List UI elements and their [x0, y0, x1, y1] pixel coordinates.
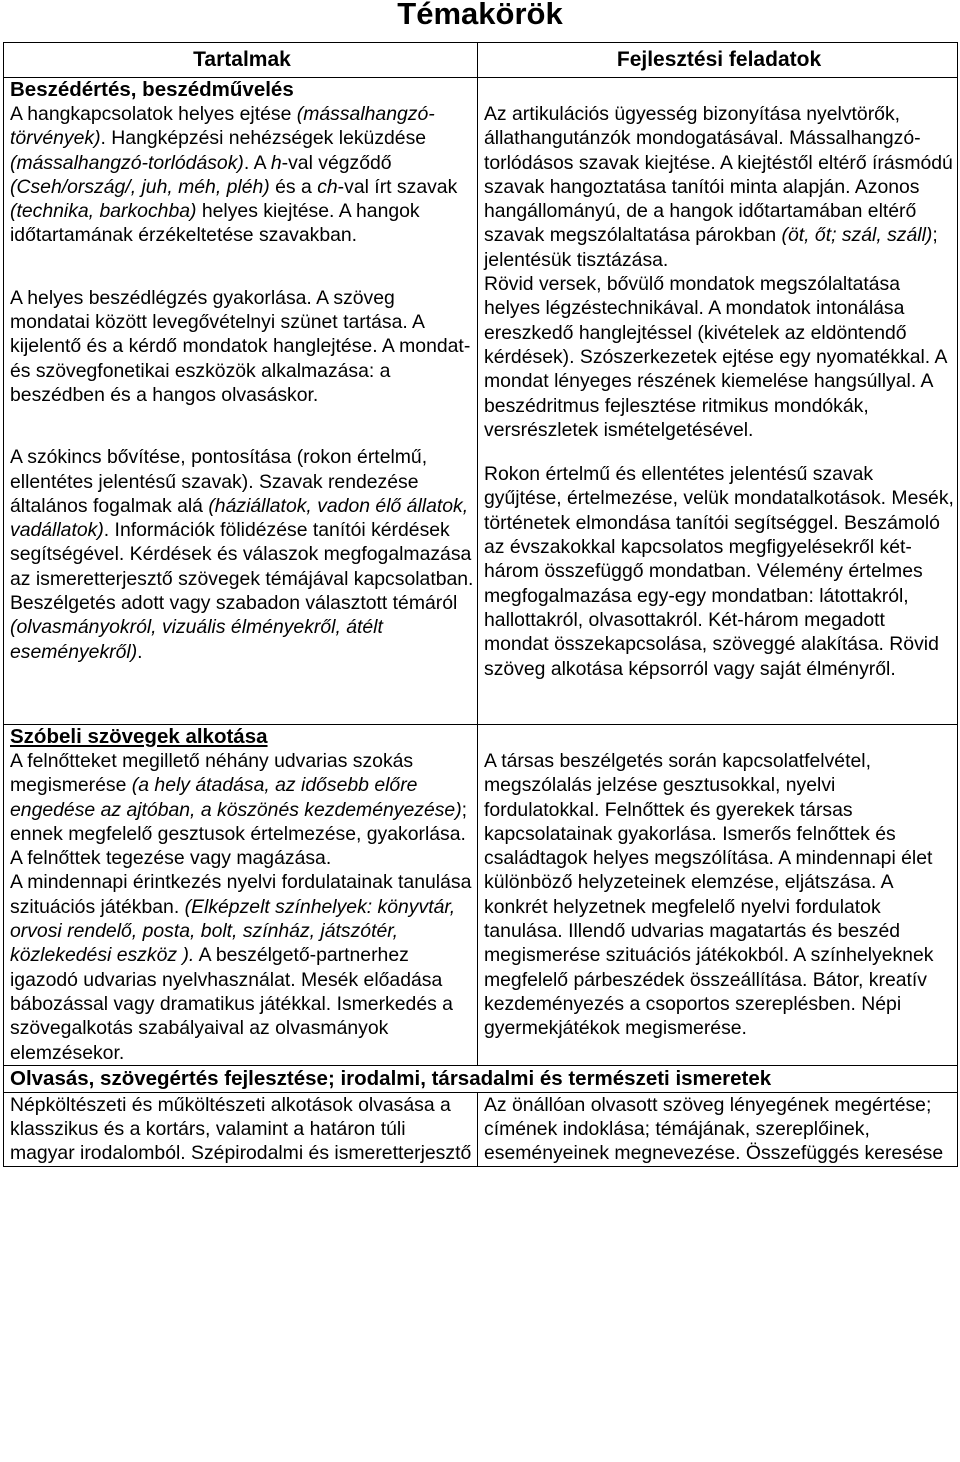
s1-left-p1 — [10, 102, 474, 248]
text-run: és a — [269, 175, 318, 198]
text-run: (mássalhangzó-törvények) — [10, 103, 435, 150]
text-run: A hangkapcsolatok helyes ejtése — [10, 103, 297, 125]
text-run: (mássalhangzó-torlódások) — [10, 151, 244, 174]
section1-row — [4, 102, 958, 724]
s1-left-p3 — [10, 445, 474, 664]
s2-left-p2 — [10, 870, 474, 1064]
section3-row — [4, 1092, 958, 1166]
text-run: A beszélgető-partnerhez igazodó udvarias nyelvhasználat. Mesék előadása bábozással vagy dramatikus játékkal. Ismerkedés a szövegalkotás szabályaival az olvasmányok elemzésekor. — [10, 944, 453, 1064]
section1-heading: Beszédértés, beszédművelés — [10, 78, 294, 101]
s1-right-p3: Rokon értelmű és ellentétes jelentésű szavak gyűjtése, értelmezése, velük mondatalkotások. Mesék, történetek elmondása tanítói segítséggel. Beszámoló az évszakokkal kapcsolatos megfigyelésekről két-három összefüggő mondatban. Vélemény értelmes megfogalmazása egy-egy mondatban: látottakról, hallottakról, olvasottakról. Két-három megadott mondat összekapcsolása, szöveggé alakítása. Rövid szöveg alkotása képsorról vagy saját élményről. — [484, 463, 954, 680]
text-run: A szókincs bővítése, pontosítása (rokon értelmű, ellentétes jelentésű szavak). Szavak rendezése általános fogalmak alá — [10, 446, 428, 517]
text-run: (olvasmányokról, vizuális élményekről, átélt eseményekről) — [10, 616, 383, 663]
text-run: (Cseh/ország/, juh, méh, pléh) — [10, 175, 270, 198]
text-run: . A — [243, 151, 271, 174]
s2-left-p1 — [10, 749, 474, 870]
text-run: ; jelentésük tisztázása. — [484, 224, 938, 271]
section3-heading-row — [4, 1065, 958, 1092]
section3-heading: Olvasás, szövegértés fejlesztése; irodalmi, társadalmi és természeti ismeretek — [10, 1066, 772, 1090]
s3-right-p1: Az önállóan olvasott szöveg lényegének megértése; címének indoklása; témájának, szereplőinek, eseményeinek megnevezése. Összefüggés keresése — [484, 1093, 944, 1165]
text-run: (a hely átadása, az idősebb előre engedése az ajtóban, a köszönés kezdeményezése) — [10, 774, 462, 821]
text-run: . — [137, 640, 143, 663]
topics-table — [3, 42, 958, 1167]
header-row — [4, 43, 958, 78]
text-run: h — [270, 151, 282, 174]
section1-heading-row — [4, 78, 958, 103]
page-title: Témakörök — [397, 0, 563, 31]
s1-right-p1 — [484, 102, 954, 272]
text-run: . Információk fölidézése tanítói kérdések segítségével. Kérdések és válaszok megfogalmazása az ismeretterjesztő szövegek témájával kapcsolatban. Beszélgetés adott vagy szabadon választott témáról — [10, 519, 474, 615]
header-contents: Tartalmak — [4, 43, 478, 78]
text-run: A felnőtteket megillető néhány udvarias szokás megismerése — [10, 749, 414, 797]
text-run: -val végződő — [281, 151, 392, 174]
s1-right-p2: Rövid versek, bővülő mondatok megszólaltatása helyes légzéstechnikával. A mondatok intonálása ereszkedő hanglejtéssel (kivételek az eldöntendő kérdések). Szószerkezetek ejtése egy nyomatékkal. A mondat lényeges részének kiemelése hangsúllyal. A beszédritmus fejlesztése ritmikus mondókák, versrészletek ismételgetésével. — [484, 273, 947, 441]
text-run: helyes kiejtése. A hangok időtartamának érzékeltetése szavakban. — [10, 200, 420, 247]
section2-heading: Szóbeli szövegek alkotása — [10, 724, 268, 748]
s3-left-p1: Népköltészeti és műköltészeti alkotások olvasása a klasszikus és a kortárs, valamint a határon túli magyar irodalomból. Szépirodalmi és ismeretterjesztő — [10, 1093, 472, 1165]
text-run: ch — [317, 175, 338, 198]
text-run: (öt, őt; szál, száll) — [781, 224, 933, 247]
text-run: A mindennapi érintkezés nyelvi fordulatainak tanulása szituációs játékban. — [10, 871, 472, 918]
text-run: Az artikulációs ügyesség bizonyítása nyelvtörők, állathangutánzók mondogatásával. Mássalhangzó-torlódásos szavak kiejtése. A kiejtéstől eltérő írásmódú szavak hangoztatása tanítói minta alapján. Azonos hangállományú, de a hangok időtartamában eltérő szavak megszólaltatása párokban — [484, 103, 953, 247]
s2-right-p1: A társas beszélgetés során kapcsolatfelvétel, megszólalás jelzése gesztusokkal, nyelvi fordulatokkal. Felnőttek és gyerekek társas kapcsolatainak gyakorlása. Ismerős felnőttek és családtagok helyes megszólítása. A mindennapi élet különböző helyzeteinek elemzése, eljátszása. A konkrét helyzetnek megfelelő nyelvi fordulatok tanulása. Illendő udvarias magatartás és beszéd megismerése szituációs játékokból. A színhelyeknek megfelelő párbeszédek összeállítása. Bátor, kreatív kezdeményezés a csoportos szereplésben. Népi gyermekjátékok megismerése. — [484, 749, 934, 1040]
header-tasks: Fejlesztési feladatok — [478, 43, 958, 78]
text-run: (technika, barkochba) — [10, 200, 197, 223]
text-run: (háziállatok, vadon élő állatok, vadállatok) — [10, 494, 469, 542]
text-run: (Elképzelt színhelyek: könyvtár, orvosi rendelő, posta, bolt, színház, játszótér, közlekedési eszköz ). — [10, 895, 456, 967]
s1-left-p2: A helyes beszédlégzés gyakorlása. A szöveg mondatai között levegővételnyi szünet tartása. A kijelentő és a kérdő mondatok hanglejtése. A mondat- és szövegfonetikai eszközök alkalmazása: a beszédben és a hangos olvasáskor. — [10, 286, 471, 406]
text-run: ; ennek megfelelő gesztusok értelmezése, gyakorlása. A felnőttek tegezése vagy magázása. — [10, 798, 468, 870]
section2-row — [4, 724, 958, 1065]
text-run: . Hangképzési nehézségek leküzdése — [100, 127, 427, 150]
text-run: -val írt szavak — [337, 175, 458, 198]
